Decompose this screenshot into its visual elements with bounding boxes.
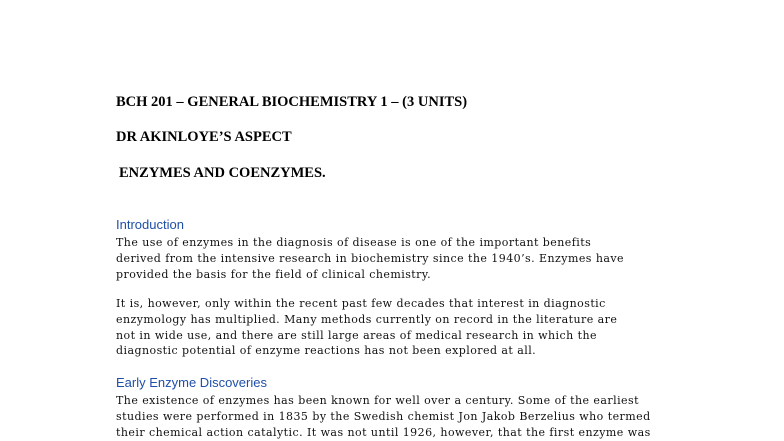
aspect-heading: DR AKINLOYE’S ASPECT xyxy=(116,129,292,145)
paragraph-line: not in wide use, and there are still large areas of medical research in which the xyxy=(116,328,597,342)
paragraph-line: provided the basis for the field of clinical chemistry. xyxy=(116,267,432,281)
paragraph-line: The existence of enzymes has been known for well over a century. Some of the earliest xyxy=(116,394,639,407)
paragraph-early-discoveries-1 xyxy=(116,393,676,440)
paragraph-line: derived from the intensive research in biochemistry since the 1940’s. Enzymes have xyxy=(116,251,625,265)
paragraph-line: diagnostic potential of enzyme reactions has not been explored at all. xyxy=(116,344,537,358)
paragraph-line: their chemical action catalytic. It was not until 1926, however, that the first enzyme was xyxy=(116,425,651,439)
paragraph-introduction-2 xyxy=(116,296,676,359)
topic-heading: ENZYMES AND COENZYMES. xyxy=(119,165,326,181)
course-heading: BCH 201 – GENERAL BIOCHEMISTRY 1 – (3 UNITS) xyxy=(116,94,468,110)
paragraph-line: enzymology has multiplied. Many methods currently on record in the literature are xyxy=(116,312,618,326)
section-title-introduction: Introduction xyxy=(116,217,184,232)
paragraph-line: studies were performed in 1835 by the Swedish chemist Jon Jakob Berzelius who termed xyxy=(116,409,651,423)
paragraph-line: It is, however, only within the recent past few decades that interest in diagnostic xyxy=(116,297,606,310)
section-title-early-enzyme-discoveries: Early Enzyme Discoveries xyxy=(116,375,267,390)
paragraph-introduction-1 xyxy=(116,235,676,282)
paragraph-line: The use of enzymes in the diagnosis of disease is one of the important benefits xyxy=(116,236,592,249)
